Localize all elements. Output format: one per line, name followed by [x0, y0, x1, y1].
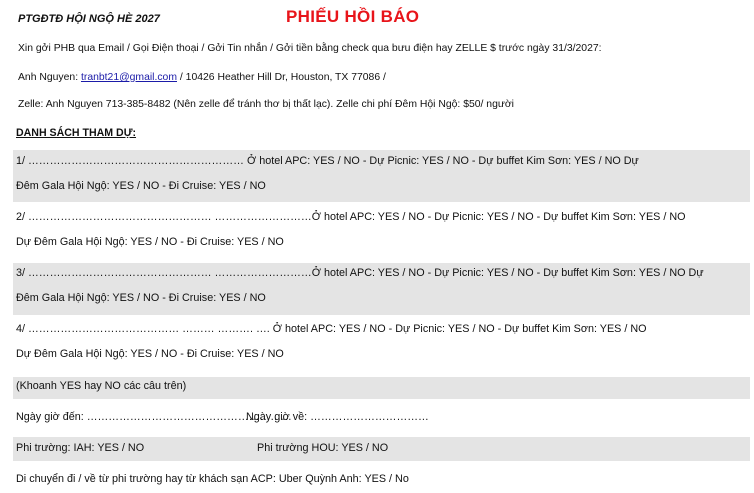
- attendee-3-line-b: Đêm Gala Hội Ngộ: YES / NO - Đi Cruise: YES / NO: [16, 292, 266, 304]
- transport-line: Di chuyển đi / về từ phi trường hay từ khách sạn ACP: Uber Quỳnh Anh: YES / No: [16, 473, 409, 485]
- attendee-2-line-a: 2/ …………………………………………… ………………………Ở hotel APC: YES / NO - Dự Picnic: YES / NO - Dự buffet Kim Sơn: YES / NO: [16, 211, 686, 223]
- contact-name: Anh Nguyen:: [18, 72, 79, 83]
- attendee-1-line-a: 1/ …………………………………………………… Ở hotel APC: YES / NO - Dự Picnic: YES / NO - Dự buffet Kim Sơn: YES / NO Dự: [16, 155, 639, 167]
- form-title: PHIẾU HỒI BÁO: [286, 7, 420, 26]
- attendee-2-line-b: Dự Đêm Gala Hội Ngộ: YES / NO - Đi Cruise: YES / NO: [16, 236, 284, 248]
- org-name: PTGĐTĐ HỘI NGỘ HÈ 2027: [18, 13, 160, 25]
- attendee-1-line-b: Đêm Gala Hội Ngộ: YES / NO - Đi Cruise: YES / NO: [16, 180, 266, 192]
- contact-email-link[interactable]: tranbt21@gmail.com: [80, 72, 177, 83]
- departure-date-field: Ngày giờ về: ……………………………: [246, 411, 429, 423]
- instructions-line: Xin gởi PHB qua Email / Gọi Điện thoại / Gởi Tin nhắn / Gởi tiền bằng check qua bưu điện hay ZELLE $ trước ngày 31/3/2027:: [18, 43, 602, 54]
- attendee-4-line-a: 4/ …………………………………… ……… ………. …. Ở hotel APC: YES / NO - Dự Picnic: YES / NO - Dự buffet Kim Sơn: YES / NO: [16, 323, 647, 335]
- attendee-list-heading: DANH SÁCH THAM DỰ:: [16, 127, 137, 139]
- zelle-line: Zelle: Anh Nguyen 713-385-8482 (Nên zelle để tránh thơ bị thất lạc). Zelle chi phí Đêm Hội Ngộ: $50/ người: [18, 99, 514, 110]
- contact-address: / 10426 Heather Hill Dr, Houston, TX 77086 /: [177, 72, 386, 83]
- circle-note: (Khoanh YES hay NO các câu trên): [16, 380, 187, 392]
- arrival-date-field: Ngày giờ đến: …………………………………………………: [16, 411, 292, 423]
- airport-iah: Phi trường: IAH: YES / NO: [16, 442, 145, 454]
- attendee-3-line-a: 3/ …………………………………………… ………………………Ở hotel APC: YES / NO - Dự Picnic: YES / NO - Dự buffet Kim Sơn: YES / NO Dự: [16, 267, 704, 279]
- attendee-4-line-b: Dự Đêm Gala Hội Ngộ: YES / NO - Đi Cruise: YES / NO: [16, 348, 284, 360]
- contact-line: [18, 72, 386, 83]
- airport-hou: Phi trường HOU: YES / NO: [257, 442, 389, 454]
